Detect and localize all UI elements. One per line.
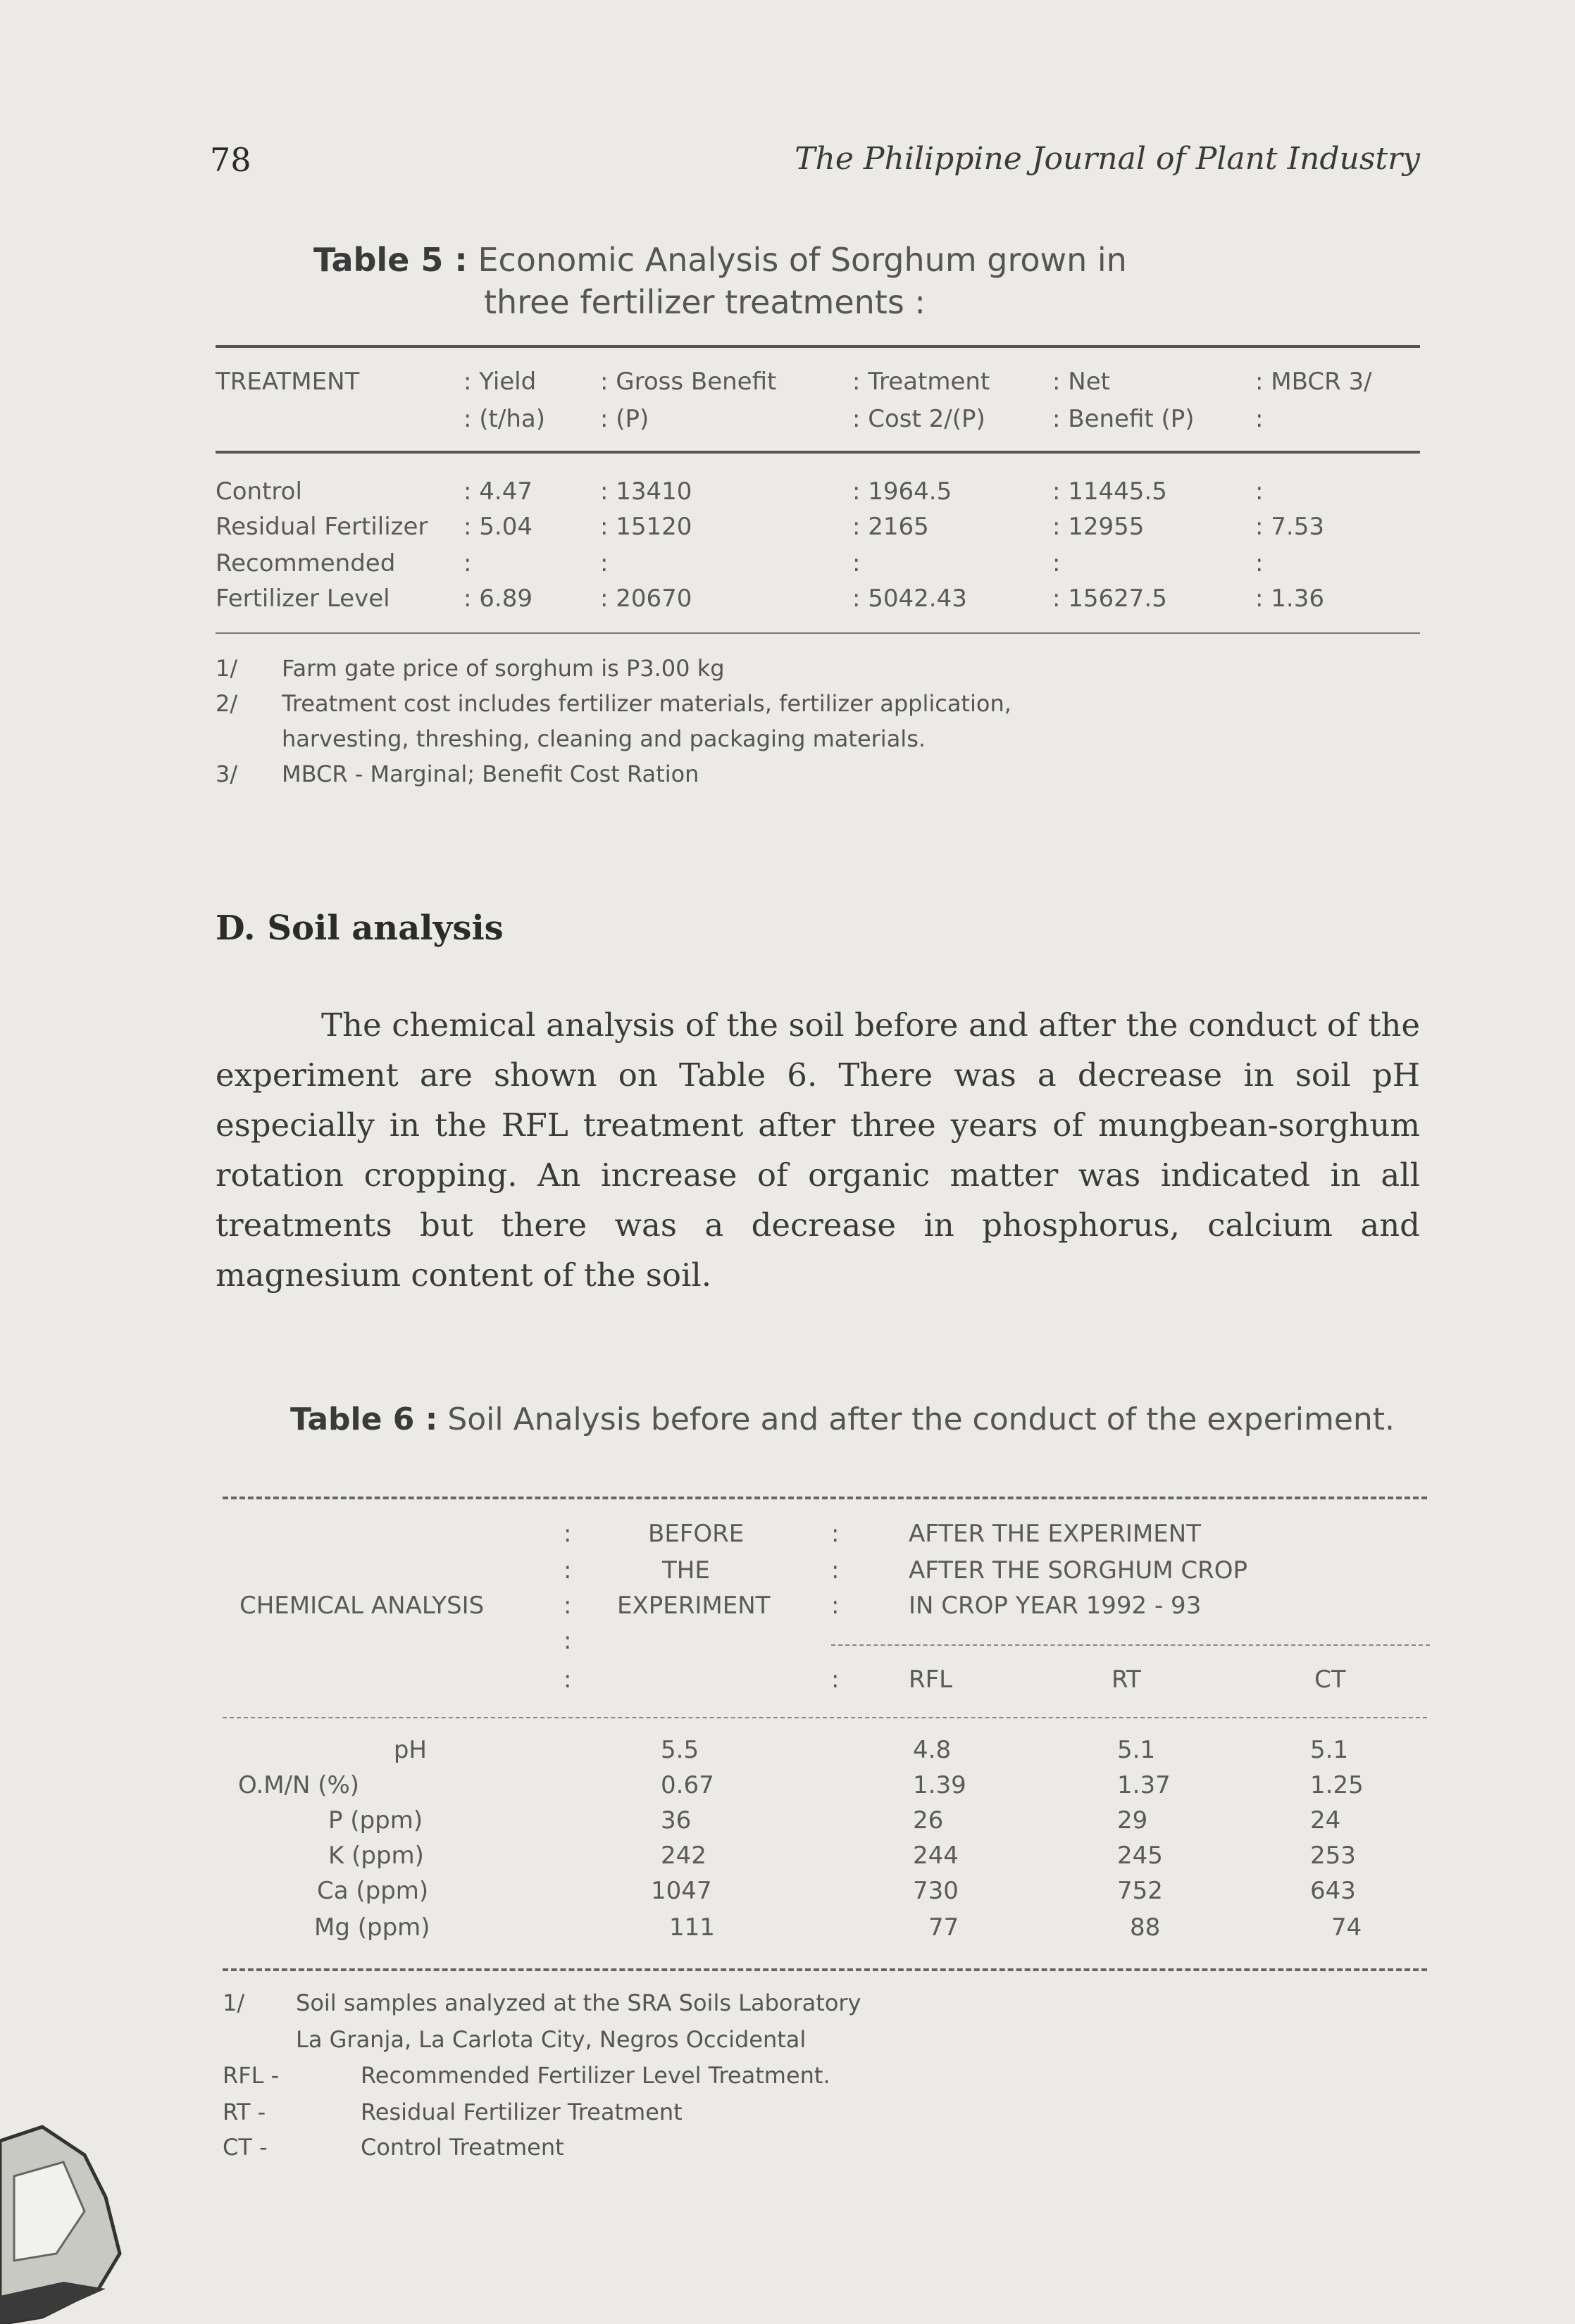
t5-header-yield-unit: : (t/ha)	[463, 405, 545, 433]
t5-footnote3: MBCR - Marginal; Benefit Cost Ration	[282, 761, 699, 787]
t6-header-after-2: AFTER THE SORGHUM CROP	[909, 1556, 1248, 1585]
t6-colon: :	[564, 1666, 572, 1694]
t6-row-ca-param: Ca (ppm)	[317, 1877, 429, 1905]
t5-header-net: : Net	[1052, 368, 1110, 396]
t6-footnote-rt-mark: RT -	[223, 2099, 266, 2125]
t6-footnote-rfl-mark: RFL -	[223, 2062, 280, 2089]
t6-row-ca-rt: 752	[1117, 1877, 1163, 1905]
t6-footnote-ct: Control Treatment	[361, 2134, 564, 2161]
t6-row-ca-ct: 643	[1310, 1877, 1356, 1905]
t6-colon: :	[564, 1592, 572, 1620]
t5-row3-cost: :	[852, 549, 861, 577]
table6-label: Table 6 :	[290, 1401, 438, 1437]
t6-row-mg-rfl: 77	[928, 1913, 959, 1942]
t5-row1-net: : 11445.5	[1052, 477, 1167, 506]
t5-row2-cost: : 2165	[852, 513, 929, 541]
t6-header-after-3: IN CROP YEAR 1992 - 93	[909, 1592, 1202, 1620]
t6-row-mg-before: 111	[669, 1913, 715, 1942]
t6-row-ph-rfl: 4.8	[913, 1736, 952, 1764]
table5-header-rule	[216, 451, 1420, 454]
t5-header-net-unit: : Benefit (P)	[1052, 405, 1195, 433]
t6-colon: :	[564, 1627, 572, 1655]
t6-footnote-ct-mark: CT -	[223, 2134, 268, 2161]
body-paragraph: The chemical analysis of the soil before and after the conduct of the experiment are shown on Table 6. There was a decrease in soil pH especially in the RFL treatment after three years of mungbean-sorghum rotation cropping. An increase of organic matter was indicated in all treatments but there was a decrease in phosphorus, calcium and magnesium content of the soil.	[216, 1006, 1420, 1294]
t6-row-p-rfl: 26	[913, 1806, 944, 1835]
t6-row-ph-param: pH	[393, 1736, 427, 1764]
t5-footnote2-mark: 2/	[216, 690, 238, 717]
t6-footnote1-cont: La Granja, La Carlota City, Negros Occidental	[296, 2026, 807, 2053]
t6-colon: :	[831, 1556, 840, 1585]
t6-header-before-2: THE	[662, 1556, 710, 1585]
t6-row-ph-before: 5.5	[661, 1736, 699, 1764]
t6-footnote1: Soil samples analyzed at the SRA Soils Laboratory	[296, 1989, 861, 2016]
t6-row-ca-rfl: 730	[913, 1877, 959, 1905]
t6-row-k-ct: 253	[1310, 1842, 1356, 1870]
running-head: The Philippine Journal of Plant Industry	[795, 141, 1420, 177]
t5-row4-yield: : 6.89	[463, 585, 533, 613]
t6-row-om-before: 0.67	[661, 1771, 714, 1799]
t5-row3-gross: :	[600, 549, 609, 577]
t6-header-rt: RT	[1112, 1666, 1141, 1694]
table6-caption-text: Soil Analysis before and after the conduct of the experiment.	[447, 1401, 1395, 1437]
t5-row2-net: : 12955	[1052, 513, 1145, 541]
t6-footnote-rt: Residual Fertilizer Treatment	[361, 2099, 683, 2125]
t6-row-ph-ct: 5.1	[1310, 1736, 1349, 1764]
table6-header-rule	[223, 1717, 1427, 1718]
t6-row-ph-rt: 5.1	[1117, 1736, 1156, 1764]
t6-row-p-ct: 24	[1310, 1806, 1341, 1835]
table5-caption-line2: three fertilizer treatments :	[484, 283, 926, 321]
paper-scrap-artifact	[0, 2113, 127, 2324]
t6-header-chem: CHEMICAL ANALYSIS	[239, 1592, 485, 1620]
t6-colon: :	[831, 1592, 840, 1620]
t5-row1-gross: : 13410	[600, 477, 692, 506]
table6-after-rule	[831, 1644, 1430, 1646]
t6-row-p-rt: 29	[1117, 1806, 1148, 1835]
t5-row4-cost: : 5042.43	[852, 585, 967, 613]
table5-label: Table 5 :	[313, 241, 468, 279]
t6-row-p-before: 36	[661, 1806, 692, 1835]
t6-row-mg-ct: 74	[1331, 1913, 1362, 1942]
t5-row4-treatment: Fertilizer Level	[216, 585, 390, 613]
t6-header-after-1: AFTER THE EXPERIMENT	[909, 1520, 1201, 1548]
table5-top-rule	[216, 345, 1420, 348]
t6-row-om-rfl: 1.39	[913, 1771, 966, 1799]
t5-row4-gross: : 20670	[600, 585, 692, 613]
t6-row-mg-rt: 88	[1130, 1913, 1161, 1942]
t5-row2-yield: : 5.04	[463, 513, 533, 541]
t6-colon: :	[831, 1520, 840, 1548]
t5-header-gross-unit: : (P)	[600, 405, 649, 433]
t6-colon: :	[564, 1520, 572, 1548]
t5-row3-net: :	[1052, 549, 1061, 577]
t6-row-om-ct: 1.25	[1310, 1771, 1364, 1799]
t6-colon: :	[564, 1556, 572, 1585]
table6-top-rule	[223, 1497, 1427, 1499]
table5-bottom-rule	[216, 632, 1420, 634]
t6-header-rfl: RFL	[909, 1666, 953, 1694]
t5-row1-mbcr: :	[1255, 477, 1264, 506]
t6-footnote-rfl: Recommended Fertilizer Level Treatment.	[361, 2062, 830, 2089]
t6-colon: :	[831, 1666, 840, 1694]
t5-row1-yield: : 4.47	[463, 477, 533, 506]
t5-header-gross: : Gross Benefit	[600, 368, 777, 396]
t6-row-k-rfl: 244	[913, 1842, 959, 1870]
t5-header-cost-unit: : Cost 2/(P)	[852, 405, 985, 433]
t6-row-om-rt: 1.37	[1117, 1771, 1171, 1799]
t5-header-yield: : Yield	[463, 368, 537, 396]
t5-row3-yield: :	[463, 549, 472, 577]
t6-footnote1-mark: 1/	[223, 1989, 245, 2016]
table6-caption	[290, 1401, 1395, 1437]
t6-row-k-param: K (ppm)	[328, 1842, 424, 1870]
table5-caption-line1: Economic Analysis of Sorghum grown in	[478, 241, 1127, 279]
t5-row1-cost: : 1964.5	[852, 477, 952, 506]
t6-row-p-param: P (ppm)	[328, 1806, 423, 1835]
t6-row-ca-before: 1047	[651, 1877, 712, 1905]
table6-bottom-rule	[223, 1968, 1427, 1971]
t5-header-cost: : Treatment	[852, 368, 990, 396]
t5-row2-gross: : 15120	[600, 513, 692, 541]
t5-row3-treatment: Recommended	[216, 549, 396, 577]
t5-footnote1: Farm gate price of sorghum is P3.00 kg	[282, 655, 725, 682]
t6-row-mg-param: Mg (ppm)	[314, 1913, 430, 1942]
t5-row3-mbcr: :	[1255, 549, 1264, 577]
page-number: 78	[210, 141, 251, 179]
t6-row-om-param: O.M/N (%)	[238, 1771, 360, 1799]
table5-caption	[313, 239, 1127, 321]
section-heading: D. Soil analysis	[216, 908, 504, 948]
t5-row4-mbcr: : 1.36	[1255, 585, 1324, 613]
t5-row1-treatment: Control	[216, 477, 302, 506]
t5-footnote2-cont: harvesting, threshing, cleaning and packaging materials.	[282, 725, 926, 752]
t5-header-mbcr-unit: :	[1255, 405, 1264, 433]
t6-row-k-before: 242	[661, 1842, 706, 1870]
t5-footnote2: Treatment cost includes fertilizer materials, fertilizer application,	[282, 690, 1011, 717]
t5-footnote3-mark: 3/	[216, 761, 238, 787]
t6-row-k-rt: 245	[1117, 1842, 1163, 1870]
t5-header-treatment: TREATMENT	[216, 368, 360, 396]
t5-row4-net: : 15627.5	[1052, 585, 1167, 613]
t5-header-mbcr: : MBCR 3/	[1255, 368, 1372, 396]
t6-header-before-1: BEFORE	[648, 1520, 745, 1548]
t6-header-ct: CT	[1314, 1666, 1346, 1694]
t5-row2-treatment: Residual Fertilizer	[216, 513, 428, 541]
t5-footnote1-mark: 1/	[216, 655, 238, 682]
t6-header-before-3: EXPERIMENT	[617, 1592, 771, 1620]
t5-row2-mbcr: : 7.53	[1255, 513, 1324, 541]
